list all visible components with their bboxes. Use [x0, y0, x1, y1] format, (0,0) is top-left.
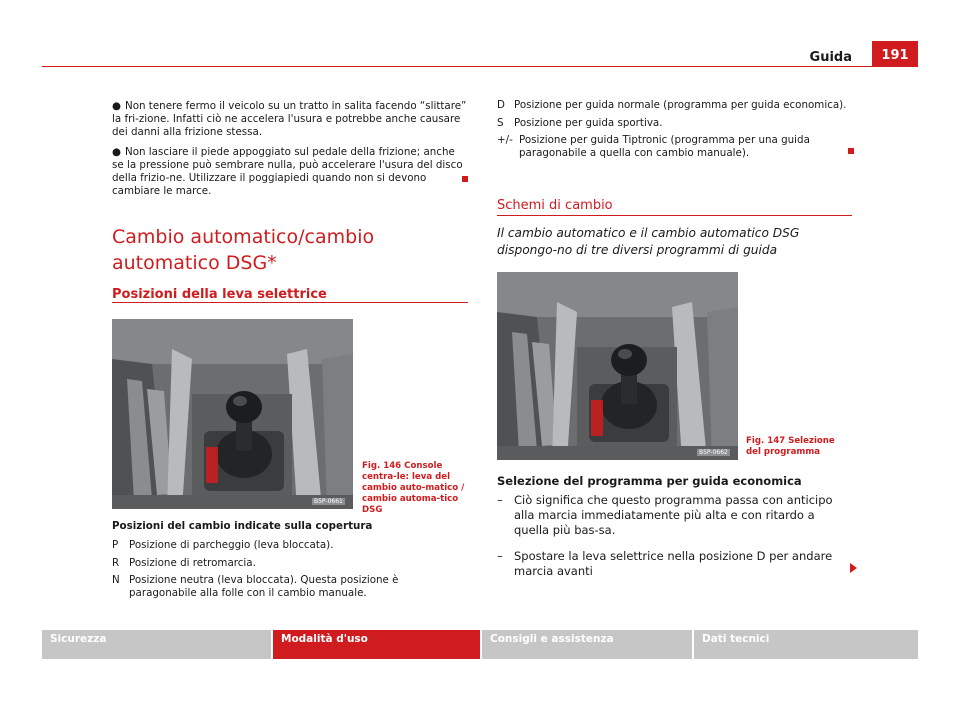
- end-of-section-icon: [462, 176, 468, 182]
- step-item: – Spostare la leva selettrice nella posizione D per andare marcia avanti: [497, 549, 833, 578]
- figure-code: B5P-0661: [314, 498, 343, 505]
- bullet-icon: ●: [112, 100, 121, 112]
- programme-subtitle: Selezione del programma per guida economica: [497, 474, 802, 488]
- footer-tab-consigli[interactable]: Consigli e assistenza: [482, 630, 692, 659]
- section-rule: [497, 215, 852, 216]
- figure-code: B5P-0662: [699, 449, 728, 456]
- section-title-schemi: Schemi di cambio: [497, 198, 613, 213]
- figure-146-photo: [112, 319, 353, 509]
- page-number: 191: [872, 41, 918, 67]
- positions-list-title: Posizioni del cambio indicate sulla copertura: [112, 520, 373, 532]
- subsection-rule: [112, 302, 468, 303]
- header-title: Guida: [809, 50, 852, 65]
- section-intro: Il cambio automatico e il cambio automatico DSG dispongo-no di tre diversi programmi di guida: [497, 226, 800, 257]
- bullet-paragraph: ● Non lasciare il piede appoggiato sul pedale della frizione; anche se la pressione può sembrare nulla, può accelerare l'usura del disco della frizio-ne. Utilizzare il poggiapiedi quando non si devono cambiare le marce.: [112, 146, 463, 197]
- header-rule: [42, 66, 918, 67]
- footer-tab-modalita-duso[interactable]: Modalità d'uso: [273, 630, 480, 659]
- figure-147-caption: Fig. 147 Selezione del programma: [746, 436, 835, 457]
- continue-arrow-icon: [850, 563, 857, 573]
- section-title: Cambio automatico/cambio automatico DSG*: [112, 226, 375, 274]
- step-item: – Ciò significa che questo programma passa con anticipo alla marcia immediatamente più alta e con ritardo a quella più bas-sa.: [497, 493, 833, 537]
- figure-147-photo: [497, 272, 738, 460]
- footer-tab-dati-tecnici[interactable]: Dati tecnici: [694, 630, 918, 659]
- bullet-paragraph: ● Non tenere fermo il veicolo su un tratto in salita facendo “slittare” la fri-zione. Infatti ciò ne accelera l'usura e potrebbe anche causare dei danni alla frizione stessa.: [112, 100, 467, 138]
- footer-tab-sicurezza[interactable]: Sicurezza: [42, 630, 271, 659]
- figure-146-caption: Fig. 146 Console centra-le: leva del cambio auto-matico / cambio automa-tico DSG: [362, 461, 465, 515]
- subsection-title: Posizioni della leva selettrice: [112, 287, 327, 302]
- end-of-section-icon: [848, 148, 854, 154]
- bullet-icon: ●: [112, 146, 121, 158]
